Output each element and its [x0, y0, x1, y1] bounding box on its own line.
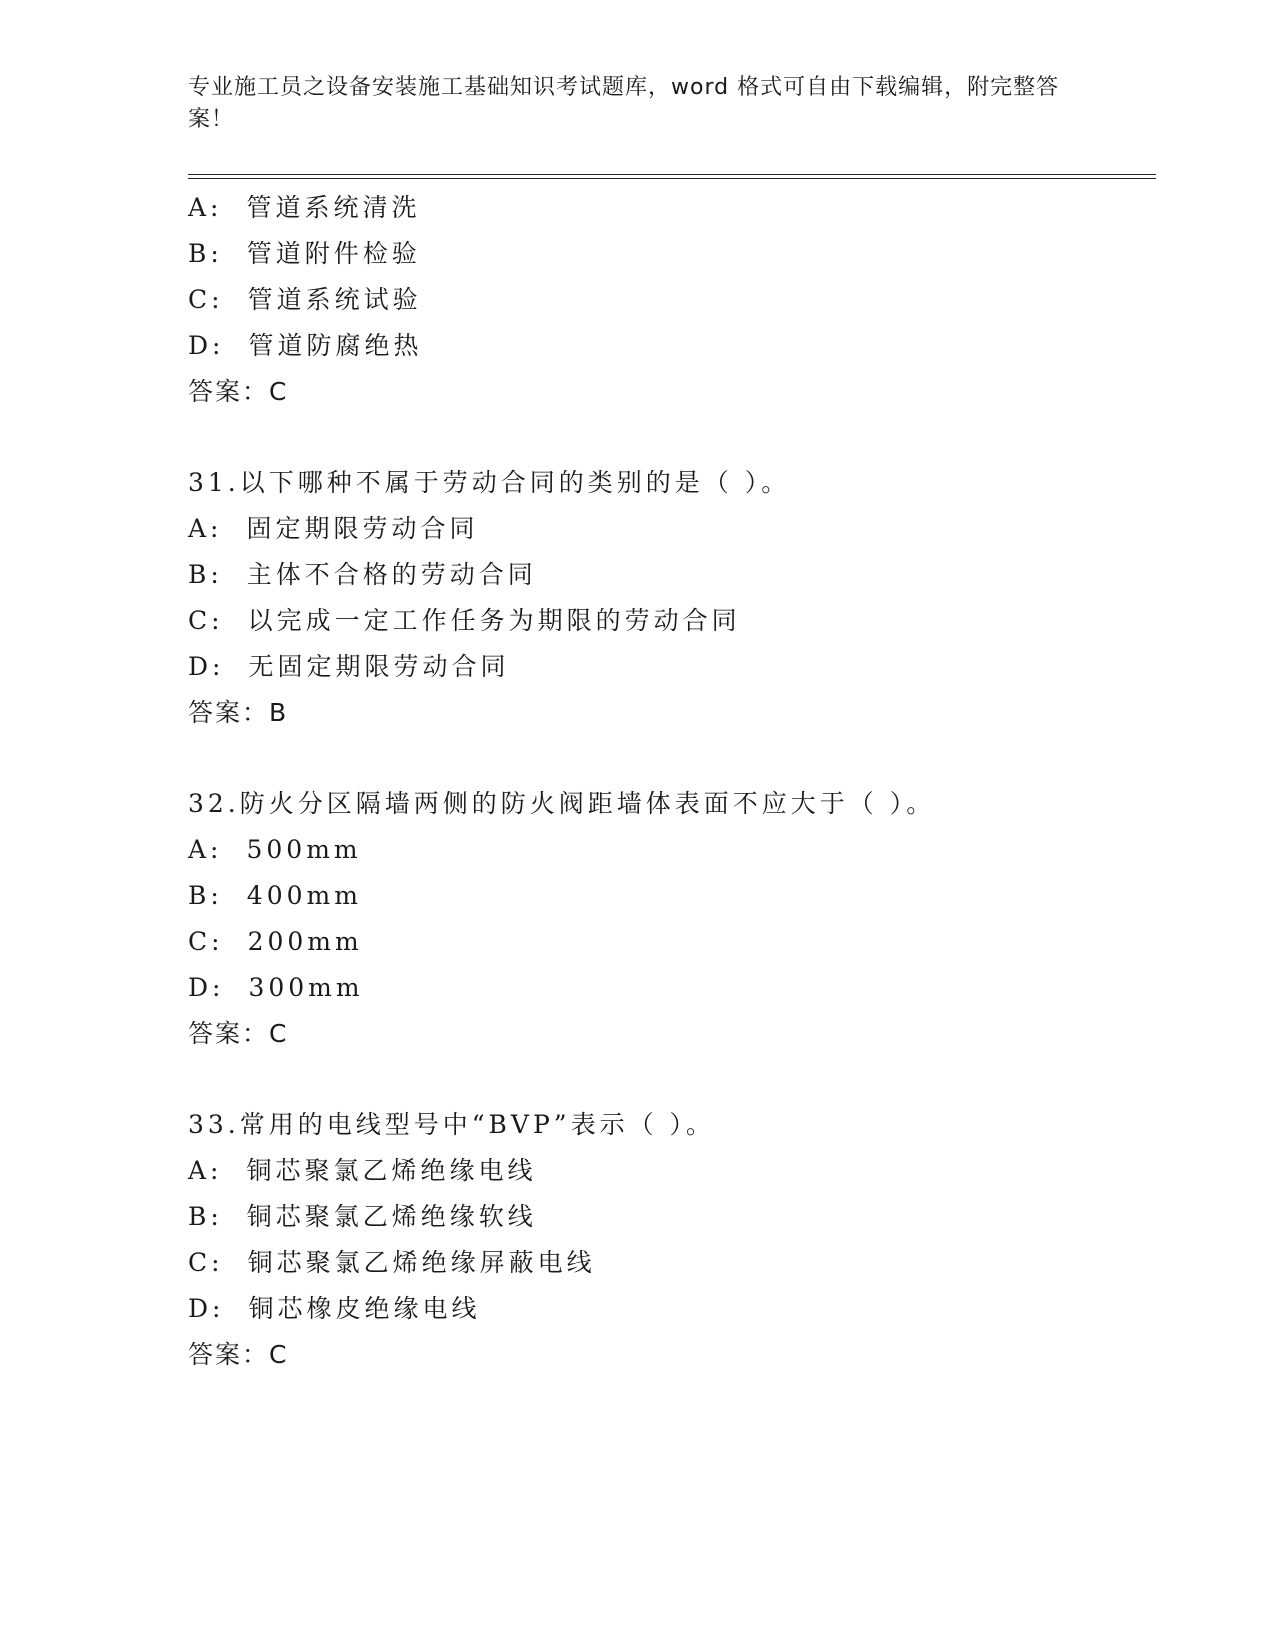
- header-divider: [188, 174, 1156, 179]
- option-d: D: 管道防腐绝热: [188, 331, 423, 360]
- option-c: C: 200mm: [188, 927, 363, 956]
- question-stem: 32.防火分区隔墙两侧的防火阀距墙体表面不应大于（ ）。: [188, 789, 936, 818]
- option-b: B: 主体不合格的劳动合同: [188, 560, 537, 589]
- option-d: D: 300mm: [188, 973, 364, 1002]
- option-a: A: 500mm: [188, 835, 362, 864]
- option-a: A: 固定期限劳动合同: [188, 514, 479, 543]
- question-block-partial: [188, 185, 1156, 415]
- question-block-31: [188, 460, 1156, 736]
- option-b: B: 管道附件检验: [188, 239, 421, 268]
- answer-line: 答案：C: [188, 1019, 289, 1048]
- answer-line: 答案：C: [188, 1340, 289, 1369]
- option-c: C: 以完成一定工作任务为期限的劳动合同: [188, 606, 741, 635]
- question-stem: 33.常用的电线型号中“BVP”表示（ ）。: [188, 1110, 716, 1139]
- answer-line: 答案：B: [188, 698, 289, 727]
- option-c: C: 管道系统试验: [188, 285, 422, 314]
- option-b: B: 400mm: [188, 881, 362, 910]
- question-block-32: [188, 781, 1156, 1057]
- option-a: A: 管道系统清洗: [188, 193, 421, 222]
- option-a: A: 铜芯聚氯乙烯绝缘电线: [188, 1156, 537, 1185]
- option-d: D: 无固定期限劳动合同: [188, 652, 510, 681]
- document-page: [188, 72, 1156, 1378]
- question-block-33: [188, 1102, 1156, 1378]
- document-header: 专业施工员之设备安装施工基础知识考试题库，word 格式可自由下载编辑，附完整答案！: [188, 75, 1060, 132]
- answer-line: 答案：C: [188, 377, 289, 406]
- question-stem: 31.以下哪种不属于劳动合同的类别的是（ ）。: [188, 468, 791, 497]
- option-d: D: 铜芯橡皮绝缘电线: [188, 1294, 481, 1323]
- option-c: C: 铜芯聚氯乙烯绝缘屏蔽电线: [188, 1248, 596, 1277]
- option-b: B: 铜芯聚氯乙烯绝缘软线: [188, 1202, 537, 1231]
